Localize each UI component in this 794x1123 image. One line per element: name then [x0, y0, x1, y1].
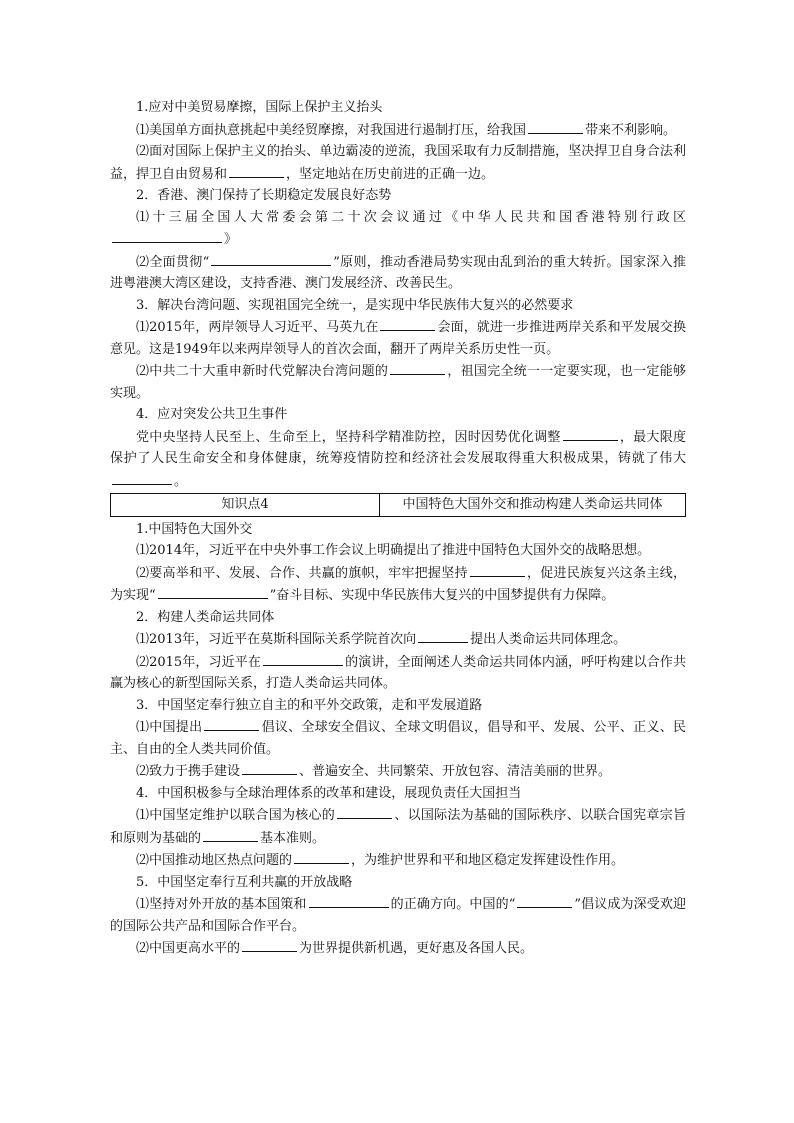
fill-blank[interactable] [158, 584, 268, 599]
heading-public-health: 4．应对突发公共卫生事件 [136, 407, 288, 422]
item-xi-ma-meeting: ⑴2015年，两岸领导人习近平、马英九在 会面，就进一步推进两岸关系和平发展交换意见。这是1949年以来两岸领导人的首次会面，翻开了两岸关系历史性一页。 [110, 316, 686, 360]
knowledge-point-title: 中国特色大国外交和推动构建人类命运共同体 [380, 494, 686, 517]
fill-blank[interactable] [380, 316, 435, 331]
item-world-vision: ⑵致力于携手建设 、普遍安全、共同繁荣、开放包容、清洁美丽的世界。 [110, 760, 686, 783]
item-speech-2015: ⑵2015年，习近平在 的演讲，全面阐述人类命运共同体内涵，呼吁构建以合作共赢为核心的新型国际关系，打造人类命运共同体。 [110, 651, 686, 695]
item-diplomacy-thought: ⑴2014年，习近平在中央外事工作会议上明确提出了推进中国特色大国外交的战略思想。 [136, 543, 651, 558]
knowledge-point-label: 知识点4 [111, 494, 380, 517]
fill-blank[interactable] [563, 426, 618, 441]
fill-blank[interactable] [528, 119, 583, 134]
fill-blank[interactable] [517, 893, 572, 908]
heading-peaceful-diplomacy: 3．中国坚定奉行独立自主的和平外交政策，走和平发展道路 [136, 697, 483, 713]
item-us-trade: ⑴美国单方面执意挑起中美经贸摩擦，对我国进行遏制打压，给我国 带来不利影响。 [110, 119, 686, 142]
fill-blank[interactable] [309, 893, 389, 908]
fill-blank[interactable] [263, 651, 343, 666]
fill-blank[interactable] [470, 562, 525, 577]
heading-open-strategy: 5．中国坚定奉行互利共赢的开放战略 [136, 874, 353, 890]
item-taiwan-strategy: ⑵中共二十大重申新时代党解决台湾问题的 ，祖国完全统一一定要实现，也一定能够实现。 [110, 360, 686, 404]
fill-blank[interactable] [204, 716, 259, 731]
item-epidemic: 党中央坚持人民至上、生命至上，坚持科学精准防控，因时因势优化调整 ，最大限度保护了人民生命安全和身体健康，统筹疫情防控和经济社会发展取得重大积极成果，铸就了伟大。 [110, 426, 686, 493]
item-hk-law: ⑴十三届全国人大常委会第二十次会议通过《中华人民共和国香港特别行政区》 [110, 207, 686, 251]
item-one-country: ⑵全面贯彻“ ”原则，推动香港局势实现由乱到治的重大转折。国家深入推进粤港澳大湾区建设，支持香港、澳门发展经济、改善民生。 [110, 251, 686, 295]
fill-blank[interactable] [418, 628, 468, 643]
fill-blank[interactable] [229, 163, 284, 178]
fill-blank[interactable] [337, 804, 392, 819]
heading-hk-macao: 2．香港、澳门保持了长期稳定发展良好态势 [136, 188, 392, 203]
heading-major-country-diplomacy: 1.中国特色大国外交 [136, 521, 253, 537]
item-global-initiatives: ⑴中国提出 倡议、全球安全倡议、全球文明倡议，倡导和平、发展、公平、正义、民主、自由的全人类共同价值。 [110, 716, 686, 760]
item-high-level-opening: ⑵中国更高水平的 为世界提供新机遇，更好惠及各国人民。 [110, 937, 686, 960]
heading-taiwan: 3．解决台湾问题、实现祖国完全统一，是实现中华民族伟大复兴的必然要求 [136, 297, 574, 313]
item-hotspot-issues: ⑵中国推动地区热点问题的 ，为维护世界和平和地区稳定发挥建设性作用。 [110, 849, 686, 872]
fill-blank[interactable] [242, 760, 297, 775]
fill-blank[interactable] [211, 251, 331, 266]
worksheet-page [110, 97, 686, 960]
fill-blank[interactable] [390, 360, 445, 375]
fill-blank[interactable] [294, 849, 349, 864]
knowledge-point-header [110, 493, 686, 517]
fill-blank[interactable] [112, 470, 172, 485]
fill-blank[interactable] [242, 937, 297, 952]
fill-blank[interactable] [112, 228, 222, 243]
heading-global-governance: 4．中国积极参与全球治理体系的改革和建设，展现负责任大国担当 [136, 785, 522, 801]
item-moscow-2013: ⑴2013年，习近平在莫斯科国际关系学院首次向 提出人类命运共同体理念。 [110, 628, 686, 651]
item-diplomacy-banner: ⑵要高举和平、发展、合作、共赢的旗帜，牢牢把握坚持 ，促进民族复兴这条主线，为实现“ ”奋斗目标、实现中华民族伟大复兴的中国梦提供有力保障。 [110, 562, 686, 607]
heading-community-shared-future: 2．构建人类命运共同体 [136, 609, 275, 625]
heading-trade-friction: 1.应对中美贸易摩擦，国际上保护主义抬头 [136, 100, 383, 115]
item-un-system: ⑴中国坚定维护以联合国为核心的 、以国际法为基础的国际秩序、以联合国宪章宗旨和原则为基础的 基本准则。 [110, 804, 686, 849]
item-protectionism: ⑵面对国际上保护主义的抬头、单边霸凌的逆流，我国采取有力反制措施，坚决捍卫自身合法利益，捍卫自由贸易和 ，坚定地站在历史前进的正确一边。 [110, 144, 686, 182]
fill-blank[interactable] [203, 827, 258, 842]
item-open-policy: ⑴坚持对外开放的基本国策和 的正确方向。中国的“ ”倡议成为深受欢迎的国际公共产品和国际合作平台。 [110, 893, 686, 937]
